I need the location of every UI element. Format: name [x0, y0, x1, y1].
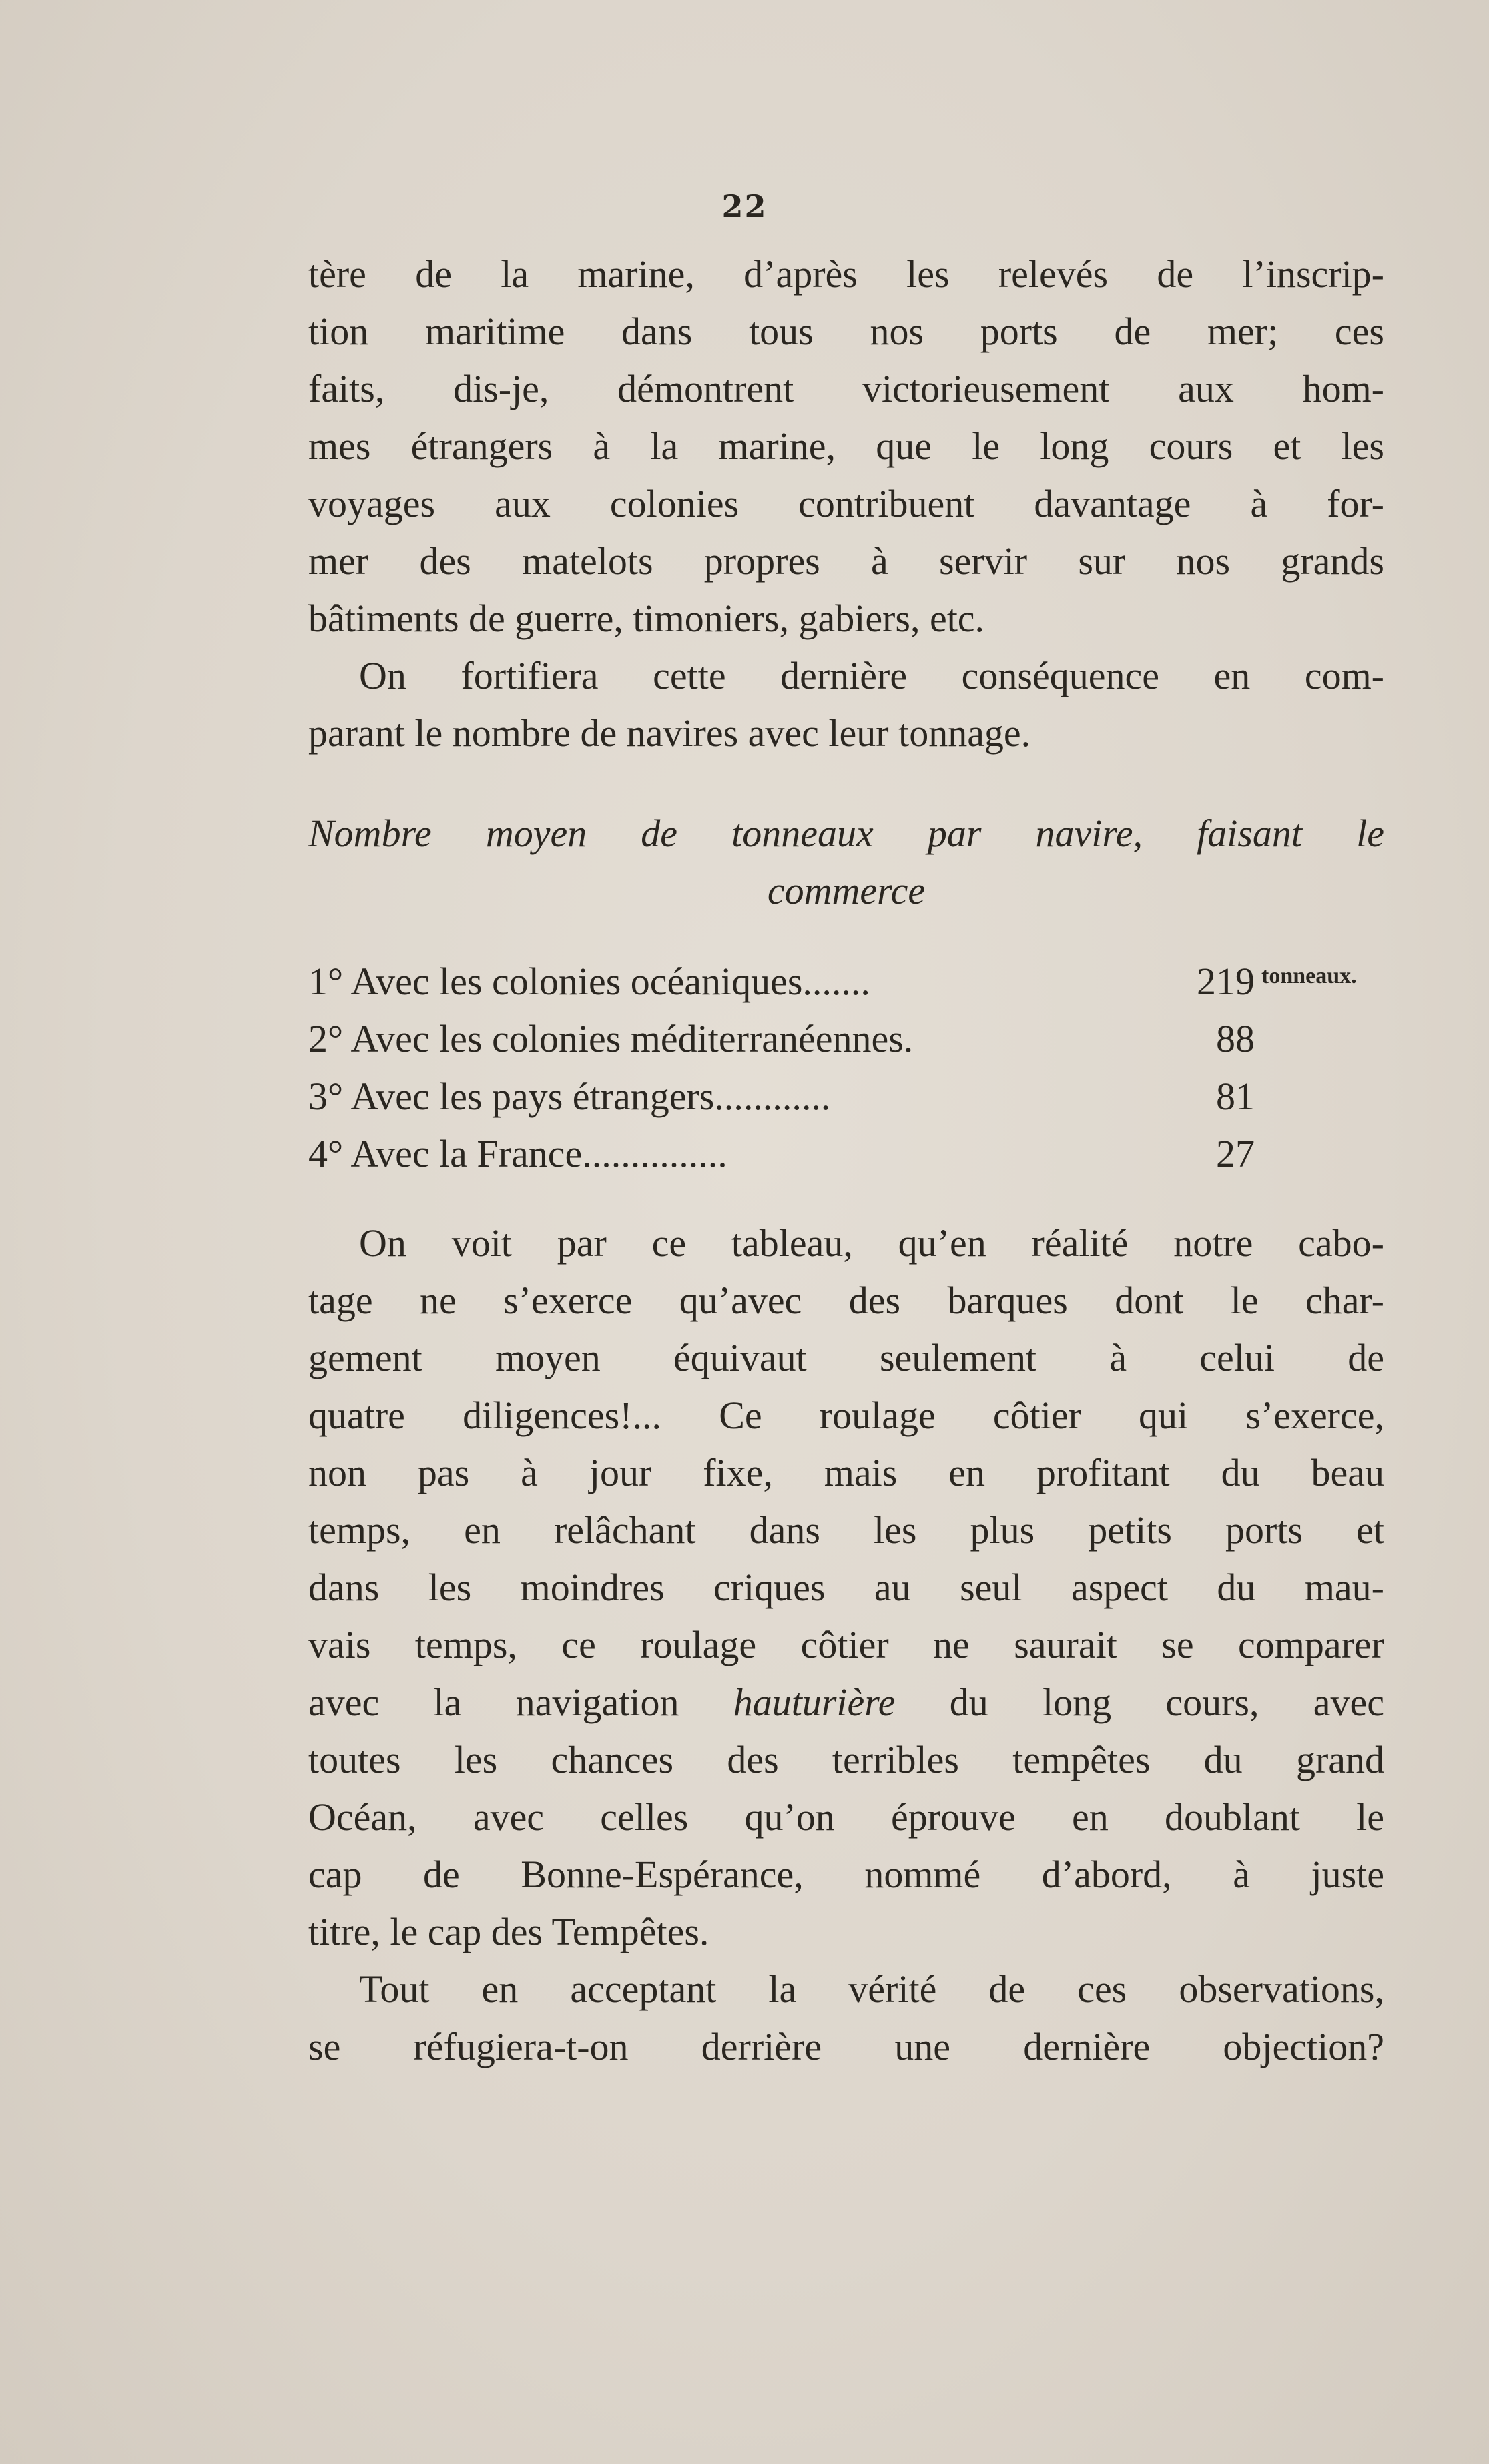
text-line: bâtiments de guerre, timoniers, gabiers, etc. [308, 597, 985, 640]
tonnage-table [308, 953, 1384, 1183]
text-line: voyages aux colonies contribuent davantage à for- [308, 482, 1384, 525]
line-end: du long cours, avec [895, 1680, 1384, 1724]
heading-line: Nombre moyen de tonneaux par navire, faisant le [308, 812, 1384, 855]
table-row [308, 1125, 1384, 1183]
table-heading [308, 805, 1384, 920]
text-line: On fortifiera cette dernière conséquence en com- [359, 654, 1384, 697]
row-value: 27 [1216, 1132, 1255, 1175]
row-label: 4° Avec la France............... [308, 1132, 727, 1175]
row-label: 1° Avec les colonies océaniques....... [308, 960, 870, 1003]
text-line: quatre diligences!... Ce roulage côtier qui s’exerce, [308, 1394, 1384, 1437]
table-row [308, 1010, 1384, 1068]
text-line: mes étrangers à la marine, que le long cours et les [308, 424, 1384, 468]
text-line: non pas à jour fixe, mais en profitant du beau [308, 1451, 1384, 1494]
text-line: dans les moindres criques au seul aspect du mau- [308, 1566, 1384, 1609]
text-line: vais temps, ce roulage côtier ne saurait se comparer [308, 1623, 1384, 1666]
page-number: 22 [721, 188, 768, 224]
text-line: mer des matelots propres à servir sur nos grands [308, 539, 1384, 583]
row-value: 219 [1197, 960, 1255, 1003]
text-line: On voit par ce tableau, qu’en réalité notre cabo- [359, 1221, 1384, 1265]
table-row [308, 953, 1384, 1010]
text-line: Tout en acceptant la vérité de ces observations, [359, 1967, 1384, 2011]
text-line [308, 1674, 1384, 1731]
text-line: tion maritime dans tous nos ports de mer; ces [308, 310, 1384, 353]
table-row [308, 1068, 1384, 1125]
paragraph-3 [308, 1215, 1384, 1961]
text-line: titre, le cap des Tempêtes. [308, 1910, 709, 1953]
row-label: 2° Avec les colonies méditerranéennes. [308, 1017, 914, 1060]
text-line: toutes les chances des terribles tempêtes du grand [308, 1738, 1384, 1781]
text-line: tage ne s’exerce qu’avec des barques dont le char- [308, 1279, 1384, 1322]
text-line: Océan, avec celles qu’on éprouve en doublant le [308, 1795, 1384, 1839]
heading-line: commerce [767, 869, 926, 912]
text-line: cap de Bonne-Espérance, nommé d’abord, à juste [308, 1853, 1384, 1896]
text-line: temps, en relâchant dans les plus petits ports et [308, 1508, 1384, 1552]
text-line: parant le nombre de navires avec leur tonnage. [308, 711, 1031, 755]
row-unit: tonneaux. [1261, 964, 1357, 988]
text-line: faits, dis-je, démontrent victorieusement aux hom- [308, 367, 1384, 410]
italic-word: hauturière [733, 1680, 896, 1724]
text-line: se réfugiera-t-on derrière une dernière objection? [308, 2025, 1384, 2068]
text-line: tère de la marine, d’après les relevés de l’inscrip- [308, 252, 1384, 296]
row-value: 81 [1216, 1074, 1255, 1118]
line-start: avec la navigation [308, 1680, 733, 1724]
text-line: gement moyen équivaut seulement à celui de [308, 1336, 1384, 1379]
paragraph-2 [308, 647, 1384, 762]
row-label: 3° Avec les pays étrangers............ [308, 1074, 831, 1118]
row-value: 88 [1216, 1017, 1255, 1060]
paragraph-4 [308, 1961, 1384, 2076]
paragraph-1 [308, 246, 1384, 647]
